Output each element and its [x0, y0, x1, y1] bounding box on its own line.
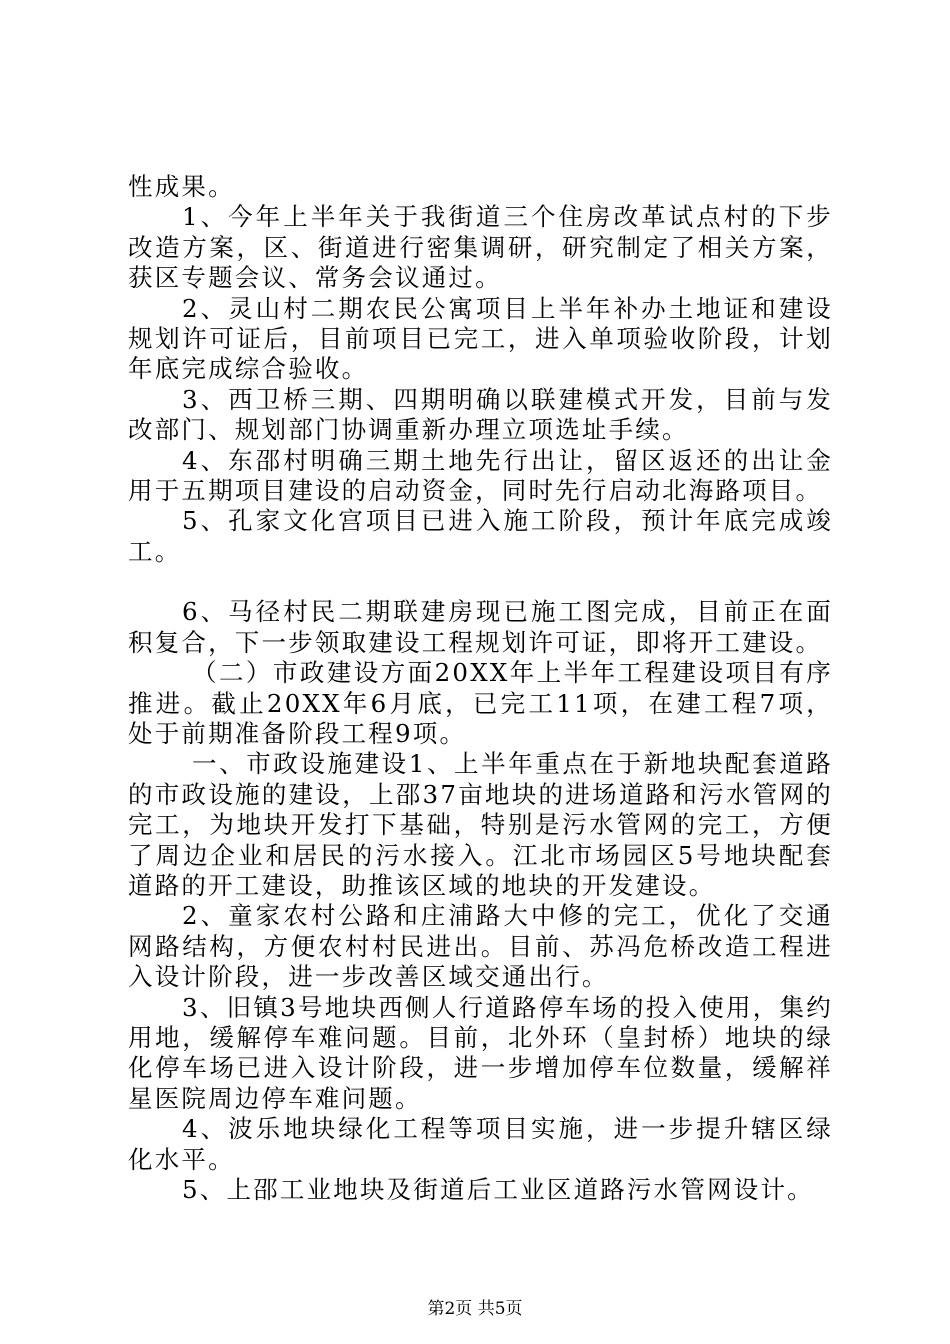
paragraph-municipal-facilities: 一、市政设施建设1、上半年重点在于新地块配套道路的市政设施的建设，上邵37亩地块的进场道路和污水管网的完工，为地块开发打下基础，特别是污水管网的完工，方便了周边企业和居民的污水接入。江北市场园区5号地块配套道路的开工建设，助推该区域的地块的开发建设。 [128, 749, 833, 900]
paragraph-municipal-4: 4、波乐地块绿化工程等项目实施，进一步提升辖区绿化水平。 [128, 1114, 833, 1174]
paragraph-item-3: 3、西卫桥三期、四期明确以联建模式开发，目前与发改部门、规划部门协调重新办理立项选址手续。 [128, 384, 833, 445]
paragraph-item-2: 2、灵山村二期农民公寓项目上半年补办土地证和建设规划许可证后，目前项目已完工，进入单项验收阶段，计划年底完成综合验收。 [128, 293, 833, 384]
paragraph-item-1: 1、今年上半年关于我街道三个住房改革试点村的下步改造方案，区、街道进行密集调研，研究制定了相关方案，获区专题会议、常务会议通过。 [128, 202, 833, 293]
paragraph-municipal-3: 3、旧镇3号地块西侧人行道路停车场的投入使用，集约用地，缓解停车难问题。目前，北外环（皇封桥）地块的绿化停车场已进入设计阶段，进一步增加停车位数量，缓解祥星医院周边停车难问题。 [128, 992, 833, 1113]
section-heading-municipal: （二）市政建设方面20XX年上半年工程建设项目有序推进。截止20XX年6月底，已完工11项，在建工程7项，处于前期准备阶段工程9项。 [128, 658, 833, 748]
paragraph-item-5: 5、孔家文化宫项目已进入施工阶段，预计年底完成竣工。 [128, 506, 833, 566]
paragraph-municipal-5: 5、上邵工业地块及街道后工业区道路污水管网设计。 [182, 1175, 814, 1204]
paragraph-item-6: 6、马径村民二期联建房现已施工图完成，目前正在面积复合，下一步领取建设工程规划许可证，即将开工建设。 [128, 597, 833, 657]
document-body [128, 172, 833, 1205]
page-footer: 第2页 共5页 [427, 1299, 523, 1319]
paragraph-municipal-2: 2、童家农村公路和庄浦路大中修的完工，优化了交通网路结构，方便农村村民进出。目前、苏冯危桥改造工程进入设计阶段，进一步改善区域交通出行。 [128, 901, 833, 992]
paragraph-continuation: 性成果。 [128, 172, 235, 201]
paragraph-item-4: 4、东邵村明确三期土地先行出让，留区返还的出让金用于五期项目建设的启动资金，同时先行启动北海路项目。 [128, 445, 833, 506]
